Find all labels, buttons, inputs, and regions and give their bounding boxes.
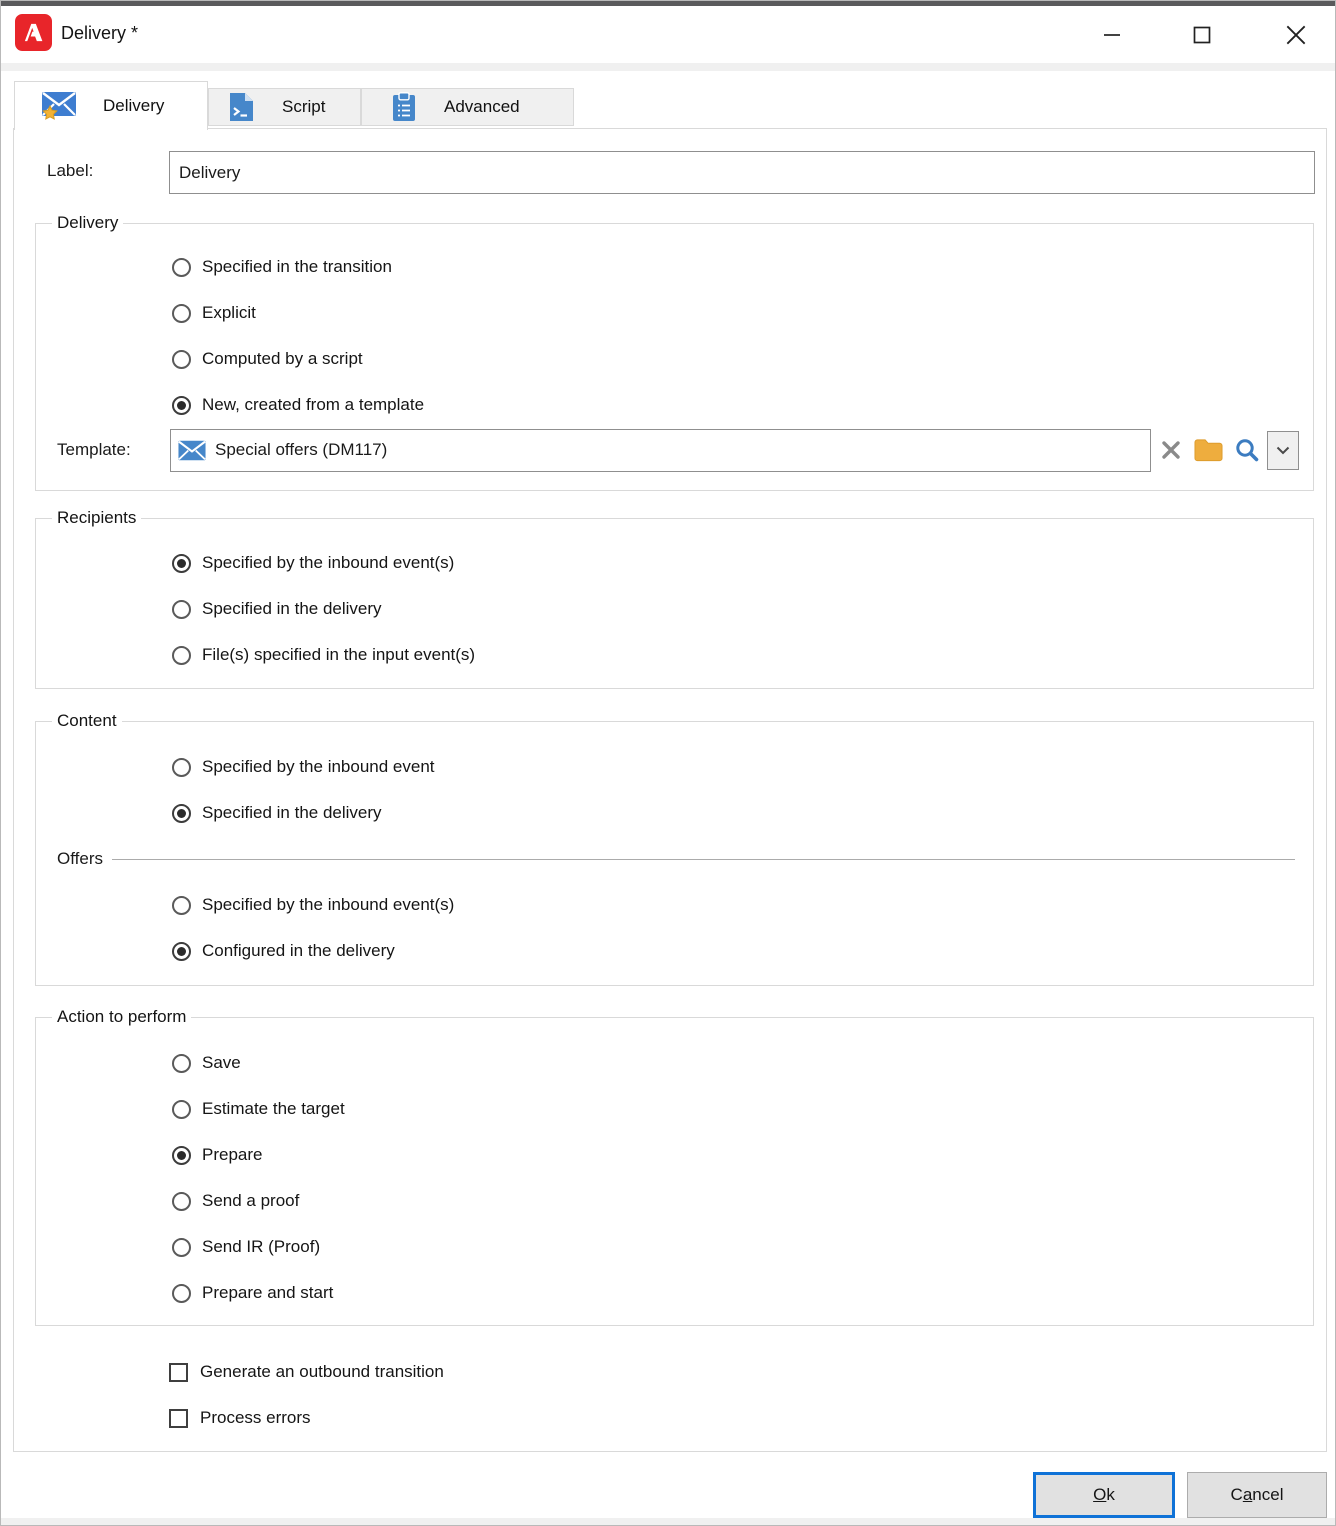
- group-recipients: [35, 508, 1314, 689]
- radio-explicit[interactable]: [172, 304, 191, 323]
- tab-delivery[interactable]: [14, 81, 208, 130]
- tab-advanced[interactable]: [361, 88, 574, 126]
- label-input[interactable]: [169, 151, 1315, 194]
- group-content-title: Content: [52, 711, 122, 731]
- radio-row[interactable]: Save: [36, 1040, 1313, 1086]
- cancel-button[interactable]: Cancel: [1187, 1472, 1327, 1518]
- radio-row[interactable]: Prepare and start: [36, 1270, 1313, 1316]
- radio-row[interactable]: Specified by the inbound event: [36, 744, 1313, 790]
- group-delivery-title: Delivery: [52, 213, 123, 233]
- group-action-to-perform: [35, 1007, 1314, 1326]
- radio-computed-by-script[interactable]: [172, 350, 191, 369]
- script-file-icon: [229, 92, 254, 122]
- radio-specified-in-transition[interactable]: [172, 258, 191, 277]
- template-input[interactable]: [170, 429, 1151, 472]
- template-caption: Template:: [57, 440, 131, 459]
- radio-send-ir-proof[interactable]: [172, 1238, 191, 1257]
- checkbox-row[interactable]: Generate an outbound transition: [169, 1350, 444, 1394]
- adobe-logo-icon: [15, 14, 52, 51]
- envelope-icon: [178, 440, 206, 461]
- folder-icon[interactable]: [1194, 438, 1223, 462]
- label-caption: Label:: [47, 161, 94, 180]
- chevron-down-icon: [1273, 440, 1293, 460]
- clear-x-icon[interactable]: [1159, 438, 1183, 462]
- clipboard-icon: [392, 92, 416, 122]
- radio-row[interactable]: Specified by the inbound event(s): [36, 540, 1313, 586]
- titlebar: [1, 6, 1336, 63]
- label-input-value: Delivery: [179, 162, 241, 182]
- radio-row[interactable]: Configured in the delivery: [36, 928, 1313, 974]
- offers-divider-title: Offers: [57, 849, 103, 868]
- radio-row[interactable]: New, created from a template: [36, 382, 1313, 428]
- window-bottom-strip: [1, 1518, 1336, 1526]
- ok-button[interactable]: Ok: [1033, 1472, 1175, 1518]
- radio-recipients-in-delivery[interactable]: [172, 600, 191, 619]
- radio-prepare-and-start[interactable]: [172, 1284, 191, 1303]
- close-button[interactable]: [1267, 12, 1325, 58]
- tab-advanced-label: Advanced: [444, 97, 520, 116]
- radio-new-from-template[interactable]: [172, 396, 191, 415]
- template-value: Special offers (DM117): [215, 440, 388, 459]
- checkbox-generate-outbound-transition[interactable]: [169, 1363, 188, 1382]
- radio-row[interactable]: Specified by the inbound event(s): [36, 882, 1313, 928]
- window-title: Delivery *: [61, 23, 139, 43]
- group-content: [35, 711, 1314, 986]
- radio-save[interactable]: [172, 1054, 191, 1073]
- tab-script-label: Script: [282, 97, 326, 116]
- radio-row[interactable]: Estimate the target: [36, 1086, 1313, 1132]
- envelope-star-icon: [41, 91, 77, 121]
- search-icon[interactable]: [1234, 437, 1260, 463]
- radio-estimate-target[interactable]: [172, 1100, 191, 1119]
- offers-divider-line: [112, 859, 1295, 860]
- radio-recipients-inbound-events[interactable]: [172, 554, 191, 573]
- tab-script[interactable]: [208, 88, 361, 126]
- titlebar-separator: [1, 63, 1336, 71]
- radio-row[interactable]: Computed by a script: [36, 336, 1313, 382]
- radio-row[interactable]: Specified in the delivery: [36, 790, 1313, 836]
- radio-content-inbound-event[interactable]: [172, 758, 191, 777]
- radio-row[interactable]: Specified in the delivery: [36, 586, 1313, 632]
- maximize-button[interactable]: [1173, 12, 1231, 58]
- checkbox-row[interactable]: Process errors: [169, 1396, 311, 1440]
- template-row: [36, 428, 1313, 472]
- template-dropdown-button[interactable]: [1267, 431, 1299, 470]
- radio-send-proof[interactable]: [172, 1192, 191, 1211]
- group-recipients-title: Recipients: [52, 508, 141, 528]
- radio-recipients-files-input-events[interactable]: [172, 646, 191, 665]
- group-delivery: [35, 213, 1314, 491]
- radio-content-in-delivery[interactable]: [172, 804, 191, 823]
- minimize-button[interactable]: [1083, 12, 1141, 58]
- tab-delivery-label: Delivery: [103, 96, 165, 115]
- radio-row[interactable]: File(s) specified in the input event(s): [36, 632, 1313, 678]
- checkbox-process-errors[interactable]: [169, 1409, 188, 1428]
- radio-row[interactable]: Send IR (Proof): [36, 1224, 1313, 1270]
- radio-row[interactable]: Explicit: [36, 290, 1313, 336]
- group-action-title: Action to perform: [52, 1007, 191, 1027]
- radio-row[interactable]: Send a proof: [36, 1178, 1313, 1224]
- radio-row[interactable]: Prepare: [36, 1132, 1313, 1178]
- offers-divider: [36, 836, 1313, 882]
- radio-offers-inbound-events[interactable]: [172, 896, 191, 915]
- radio-prepare[interactable]: [172, 1146, 191, 1165]
- radio-offers-configured-in-delivery[interactable]: [172, 942, 191, 961]
- radio-row[interactable]: Specified in the transition: [36, 244, 1313, 290]
